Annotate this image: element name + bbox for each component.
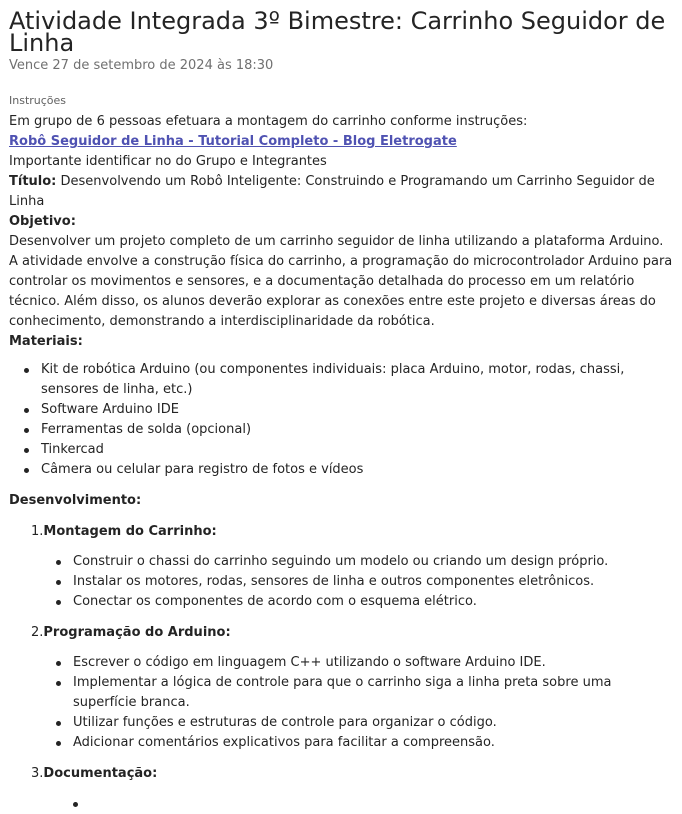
step-heading	[9, 764, 673, 784]
list-item	[73, 794, 673, 814]
list-item: Kit de robótica Arduino (ou componentes individuais: placa Arduino, motor, rodas, chassi, sensores de linha, etc.)	[41, 360, 673, 400]
titulo-text: Desenvolvendo um Robô Inteligente: Construindo e Programando um Carrinho Seguidor de Linha	[9, 174, 655, 209]
instructions-label: Instruções	[9, 94, 67, 107]
step-number: 1.	[31, 524, 44, 539]
step-title: Montagem do Carrinho:	[43, 524, 217, 539]
list-item: Construir o chassi do carrinho seguindo um modelo ou criando um design próprio.	[73, 552, 673, 572]
intro-text: Em grupo de 6 pessoas efetuara a montagem do carrinho conforme instruções:	[9, 114, 528, 129]
list-item: Utilizar funções e estruturas de controle para organizar o código.	[73, 713, 673, 733]
assignment-title: Atividade Integrada 3º Bimestre: Carrinho Seguidor de Linha	[9, 7, 666, 57]
step-number: 2.	[31, 625, 44, 640]
list-item: Conectar os componentes de acordo com o esquema elétrico.	[73, 592, 673, 612]
list-item: Escrever o código em linguagem C++ utilizando o software Arduino IDE.	[73, 653, 673, 673]
list-item: Adicionar comentários explicativos para facilitar a compreensão.	[73, 733, 673, 753]
titulo-label: Título:	[9, 174, 57, 189]
list-item: Instalar os motores, rodas, sensores de linha e outros componentes eletrônicos.	[73, 572, 673, 592]
titulo-line	[9, 172, 673, 212]
list-item: Ferramentas de solda (opcional)	[41, 420, 673, 440]
list-item: Software Arduino IDE	[41, 400, 673, 420]
list-item: Câmera ou celular para registro de fotos e vídeos	[41, 460, 673, 480]
step-items	[9, 794, 673, 814]
step-heading	[9, 623, 673, 643]
materiais-label: Materiais:	[9, 334, 83, 349]
objetivo-label: Objetivo:	[9, 214, 76, 229]
step-items	[9, 552, 673, 612]
list-item: Tinkercad	[41, 440, 673, 460]
step-heading	[9, 522, 673, 542]
desenvolvimento-label: Desenvolvimento:	[9, 493, 142, 508]
tutorial-link[interactable]: Robô Seguidor de Linha - Tutorial Completo - Blog Eletrogate	[9, 134, 457, 149]
step-title: Documentação:	[43, 766, 158, 781]
list-item: Implementar a lógica de controle para que o carrinho siga a linha preta sobre uma superfície branca.	[73, 673, 673, 713]
important-text: Importante identificar no do Grupo e Integrantes	[9, 154, 327, 169]
step-number: 3.	[31, 766, 44, 781]
step-items	[9, 653, 673, 753]
materiais-list	[9, 360, 673, 480]
due-date: Vence 27 de setembro de 2024 às 18:30	[9, 58, 274, 73]
assignment-details	[9, 7, 673, 814]
objetivo-text: Desenvolver um projeto completo de um carrinho seguidor de linha utilizando a plataforma Arduino. A atividade envolve a construção física do carrinho, a programação do microcontrolador Arduino para controlar os movimentos e sensores, e a documentação detalhada do processo em um relatório técnico. Além disso, os alunos deverão explorar as conexões entre este projeto e diversas áreas do conhecimento, demonstrando a interdisciplinaridade da robótica.	[9, 234, 673, 329]
tutorial-link-line	[9, 132, 673, 152]
step-title: Programação do Arduino:	[43, 625, 231, 640]
